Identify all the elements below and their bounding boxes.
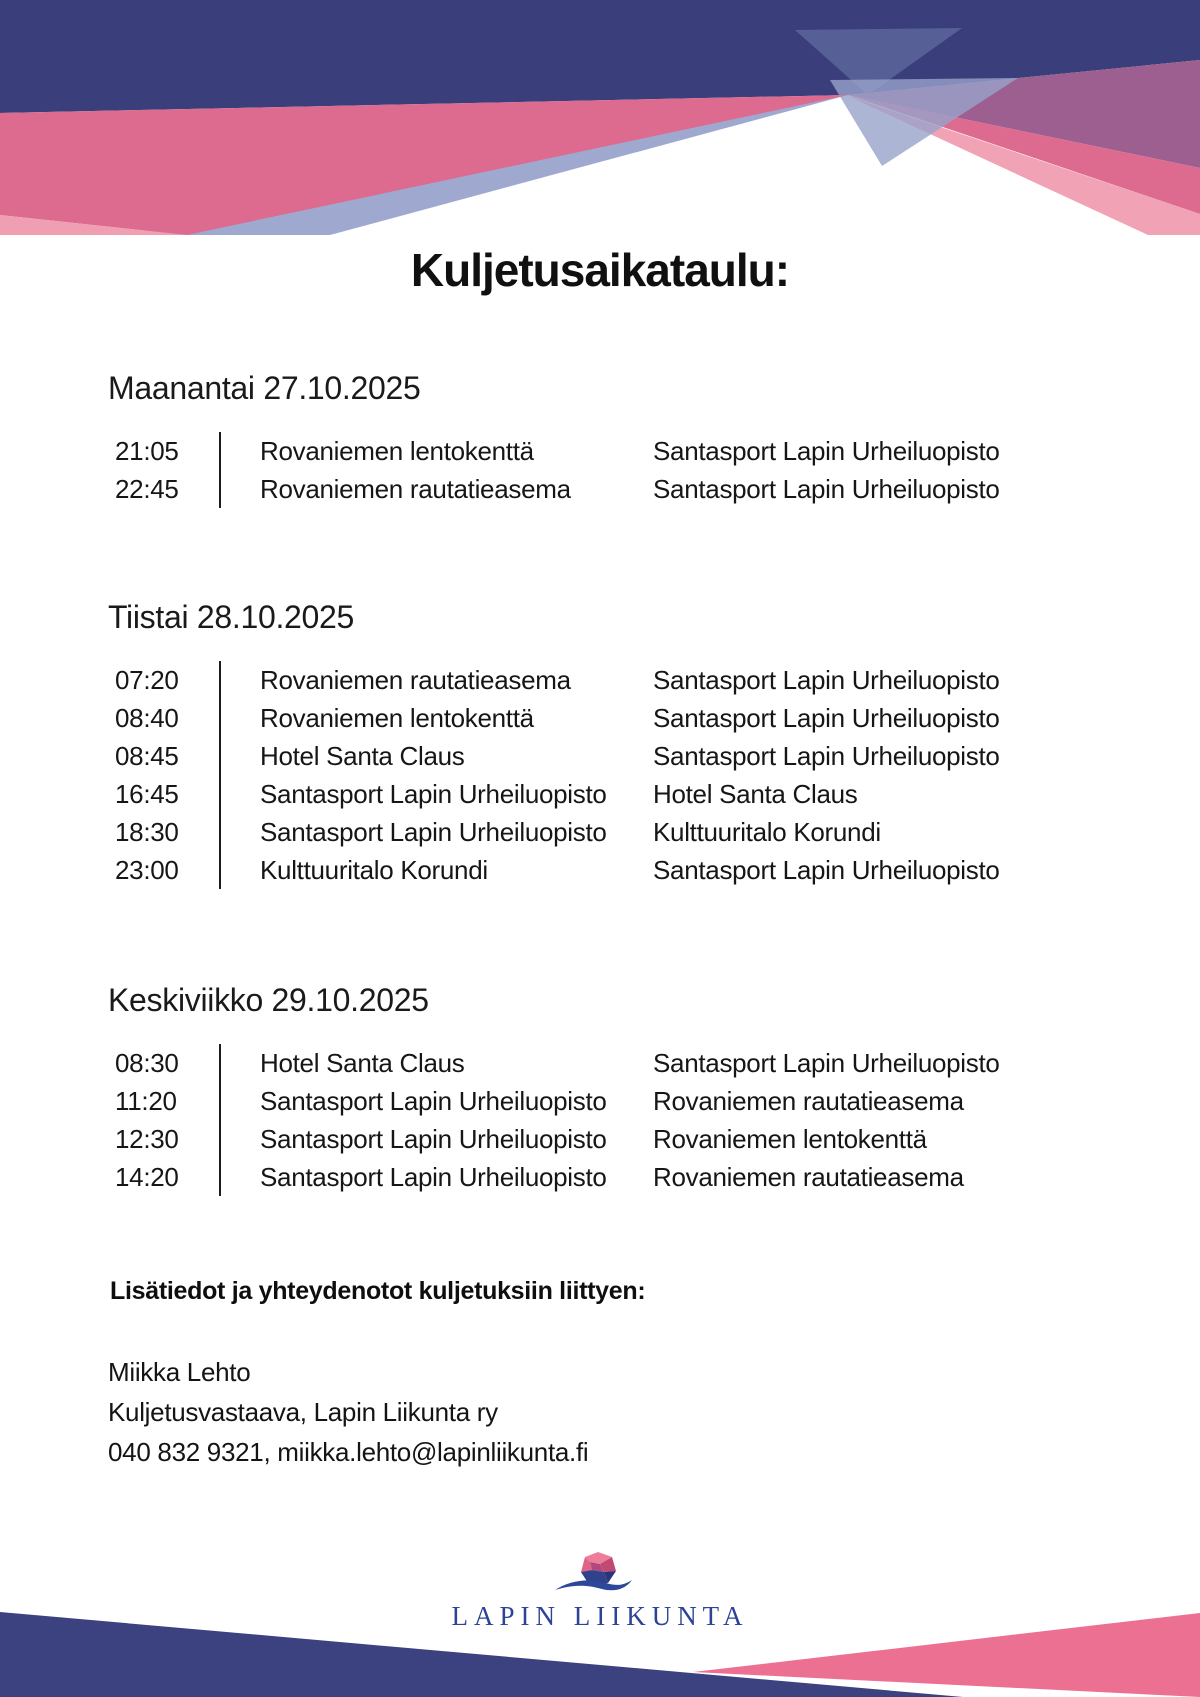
departure-time: 08:30 bbox=[115, 1047, 179, 1078]
schedule-row bbox=[0, 432, 1200, 470]
divider-line bbox=[219, 813, 221, 851]
to-location: Santasport Lapin Urheiluopisto bbox=[653, 740, 1000, 771]
divider-line bbox=[219, 1082, 221, 1120]
to-location: Rovaniemen rautatieasema bbox=[653, 1161, 964, 1192]
contact-role: Kuljetusvastaava, Lapin Liikunta ry bbox=[108, 1397, 498, 1427]
to-location: Santasport Lapin Urheiluopisto bbox=[653, 1047, 1000, 1078]
from-location: Santasport Lapin Urheiluopisto bbox=[260, 778, 607, 809]
departure-time: 11:20 bbox=[115, 1085, 177, 1116]
day-heading: Maanantai 27.10.2025 bbox=[108, 370, 421, 406]
from-location: Rovaniemen rautatieasema bbox=[260, 473, 571, 504]
departure-time: 08:45 bbox=[115, 740, 179, 771]
to-location: Rovaniemen rautatieasema bbox=[653, 1085, 964, 1116]
lapin-liikunta-logo-icon bbox=[520, 1542, 680, 1600]
to-location: Hotel Santa Claus bbox=[653, 778, 858, 809]
contact-phone-email: 040 832 9321, miikka.lehto@lapinliikunta.fi bbox=[108, 1437, 589, 1467]
day-section-tuesday bbox=[0, 598, 1200, 889]
departure-time: 07:20 bbox=[115, 664, 179, 695]
schedule-row bbox=[0, 1082, 1200, 1120]
schedule-row bbox=[0, 1158, 1200, 1196]
divider-line bbox=[219, 432, 221, 470]
departure-time: 23:00 bbox=[115, 854, 179, 885]
schedule-row bbox=[0, 775, 1200, 813]
schedule-row bbox=[0, 470, 1200, 508]
from-location: Santasport Lapin Urheiluopisto bbox=[260, 816, 607, 847]
to-location: Santasport Lapin Urheiluopisto bbox=[653, 854, 1000, 885]
to-location: Kulttuuritalo Korundi bbox=[653, 816, 881, 847]
divider-line bbox=[219, 470, 221, 508]
from-location: Rovaniemen rautatieasema bbox=[260, 664, 571, 695]
schedule-rows bbox=[0, 1044, 1200, 1196]
footer-decoration bbox=[0, 1595, 1200, 1697]
contact-heading: Lisätiedot ja yhteydenotot kuljetuksiin liittyen: bbox=[110, 1277, 646, 1305]
to-location: Santasport Lapin Urheiluopisto bbox=[653, 702, 1000, 733]
departure-time: 08:40 bbox=[115, 702, 179, 733]
divider-line bbox=[219, 851, 221, 889]
departure-time: 16:45 bbox=[115, 778, 179, 809]
contact-block bbox=[108, 1352, 588, 1472]
divider-line bbox=[219, 1044, 221, 1082]
schedule-row bbox=[0, 699, 1200, 737]
from-location: Santasport Lapin Urheiluopisto bbox=[260, 1123, 607, 1154]
contact-name: Miikka Lehto bbox=[108, 1357, 251, 1387]
day-section-monday bbox=[0, 369, 1200, 508]
from-location: Santasport Lapin Urheiluopisto bbox=[260, 1085, 607, 1116]
departure-time: 18:30 bbox=[115, 816, 179, 847]
day-heading: Tiistai 28.10.2025 bbox=[108, 599, 355, 635]
departure-time: 12:30 bbox=[115, 1123, 179, 1154]
schedule-row bbox=[0, 1120, 1200, 1158]
divider-line bbox=[219, 699, 221, 737]
departure-time: 21:05 bbox=[115, 435, 179, 466]
from-location: Rovaniemen lentokenttä bbox=[260, 702, 534, 733]
divider-line bbox=[219, 1120, 221, 1158]
departure-time: 22:45 bbox=[115, 473, 179, 504]
header-rose-left-shape bbox=[0, 95, 848, 235]
from-location: Santasport Lapin Urheiluopisto bbox=[260, 1161, 607, 1192]
day-heading: Keskiviikko 29.10.2025 bbox=[108, 982, 429, 1018]
logo-wave-icon bbox=[555, 1580, 632, 1590]
header-decoration bbox=[0, 0, 1200, 235]
schedule-row bbox=[0, 661, 1200, 699]
schedule-row bbox=[0, 851, 1200, 889]
from-location: Hotel Santa Claus bbox=[260, 740, 465, 771]
departure-time: 14:20 bbox=[115, 1161, 179, 1192]
schedule-row bbox=[0, 1044, 1200, 1082]
to-location: Rovaniemen lentokenttä bbox=[653, 1123, 927, 1154]
schedule-row bbox=[0, 813, 1200, 851]
divider-line bbox=[219, 775, 221, 813]
divider-line bbox=[219, 737, 221, 775]
logo-wordmark: LAPIN LIIKUNTA bbox=[451, 1601, 749, 1631]
page-title: Kuljetusaikataulu: bbox=[410, 244, 790, 296]
day-section-wednesday bbox=[0, 981, 1200, 1196]
from-location: Hotel Santa Claus bbox=[260, 1047, 465, 1078]
from-location: Rovaniemen lentokenttä bbox=[260, 435, 534, 466]
to-location: Santasport Lapin Urheiluopisto bbox=[653, 664, 1000, 695]
schedule-row bbox=[0, 737, 1200, 775]
schedule-rows bbox=[0, 432, 1200, 508]
to-location: Santasport Lapin Urheiluopisto bbox=[653, 473, 1000, 504]
from-location: Kulttuuritalo Korundi bbox=[260, 854, 488, 885]
footer-navy-shape bbox=[0, 1612, 963, 1697]
schedule-rows bbox=[0, 661, 1200, 889]
divider-line bbox=[219, 661, 221, 699]
divider-line bbox=[219, 1158, 221, 1196]
to-location: Santasport Lapin Urheiluopisto bbox=[653, 435, 1000, 466]
